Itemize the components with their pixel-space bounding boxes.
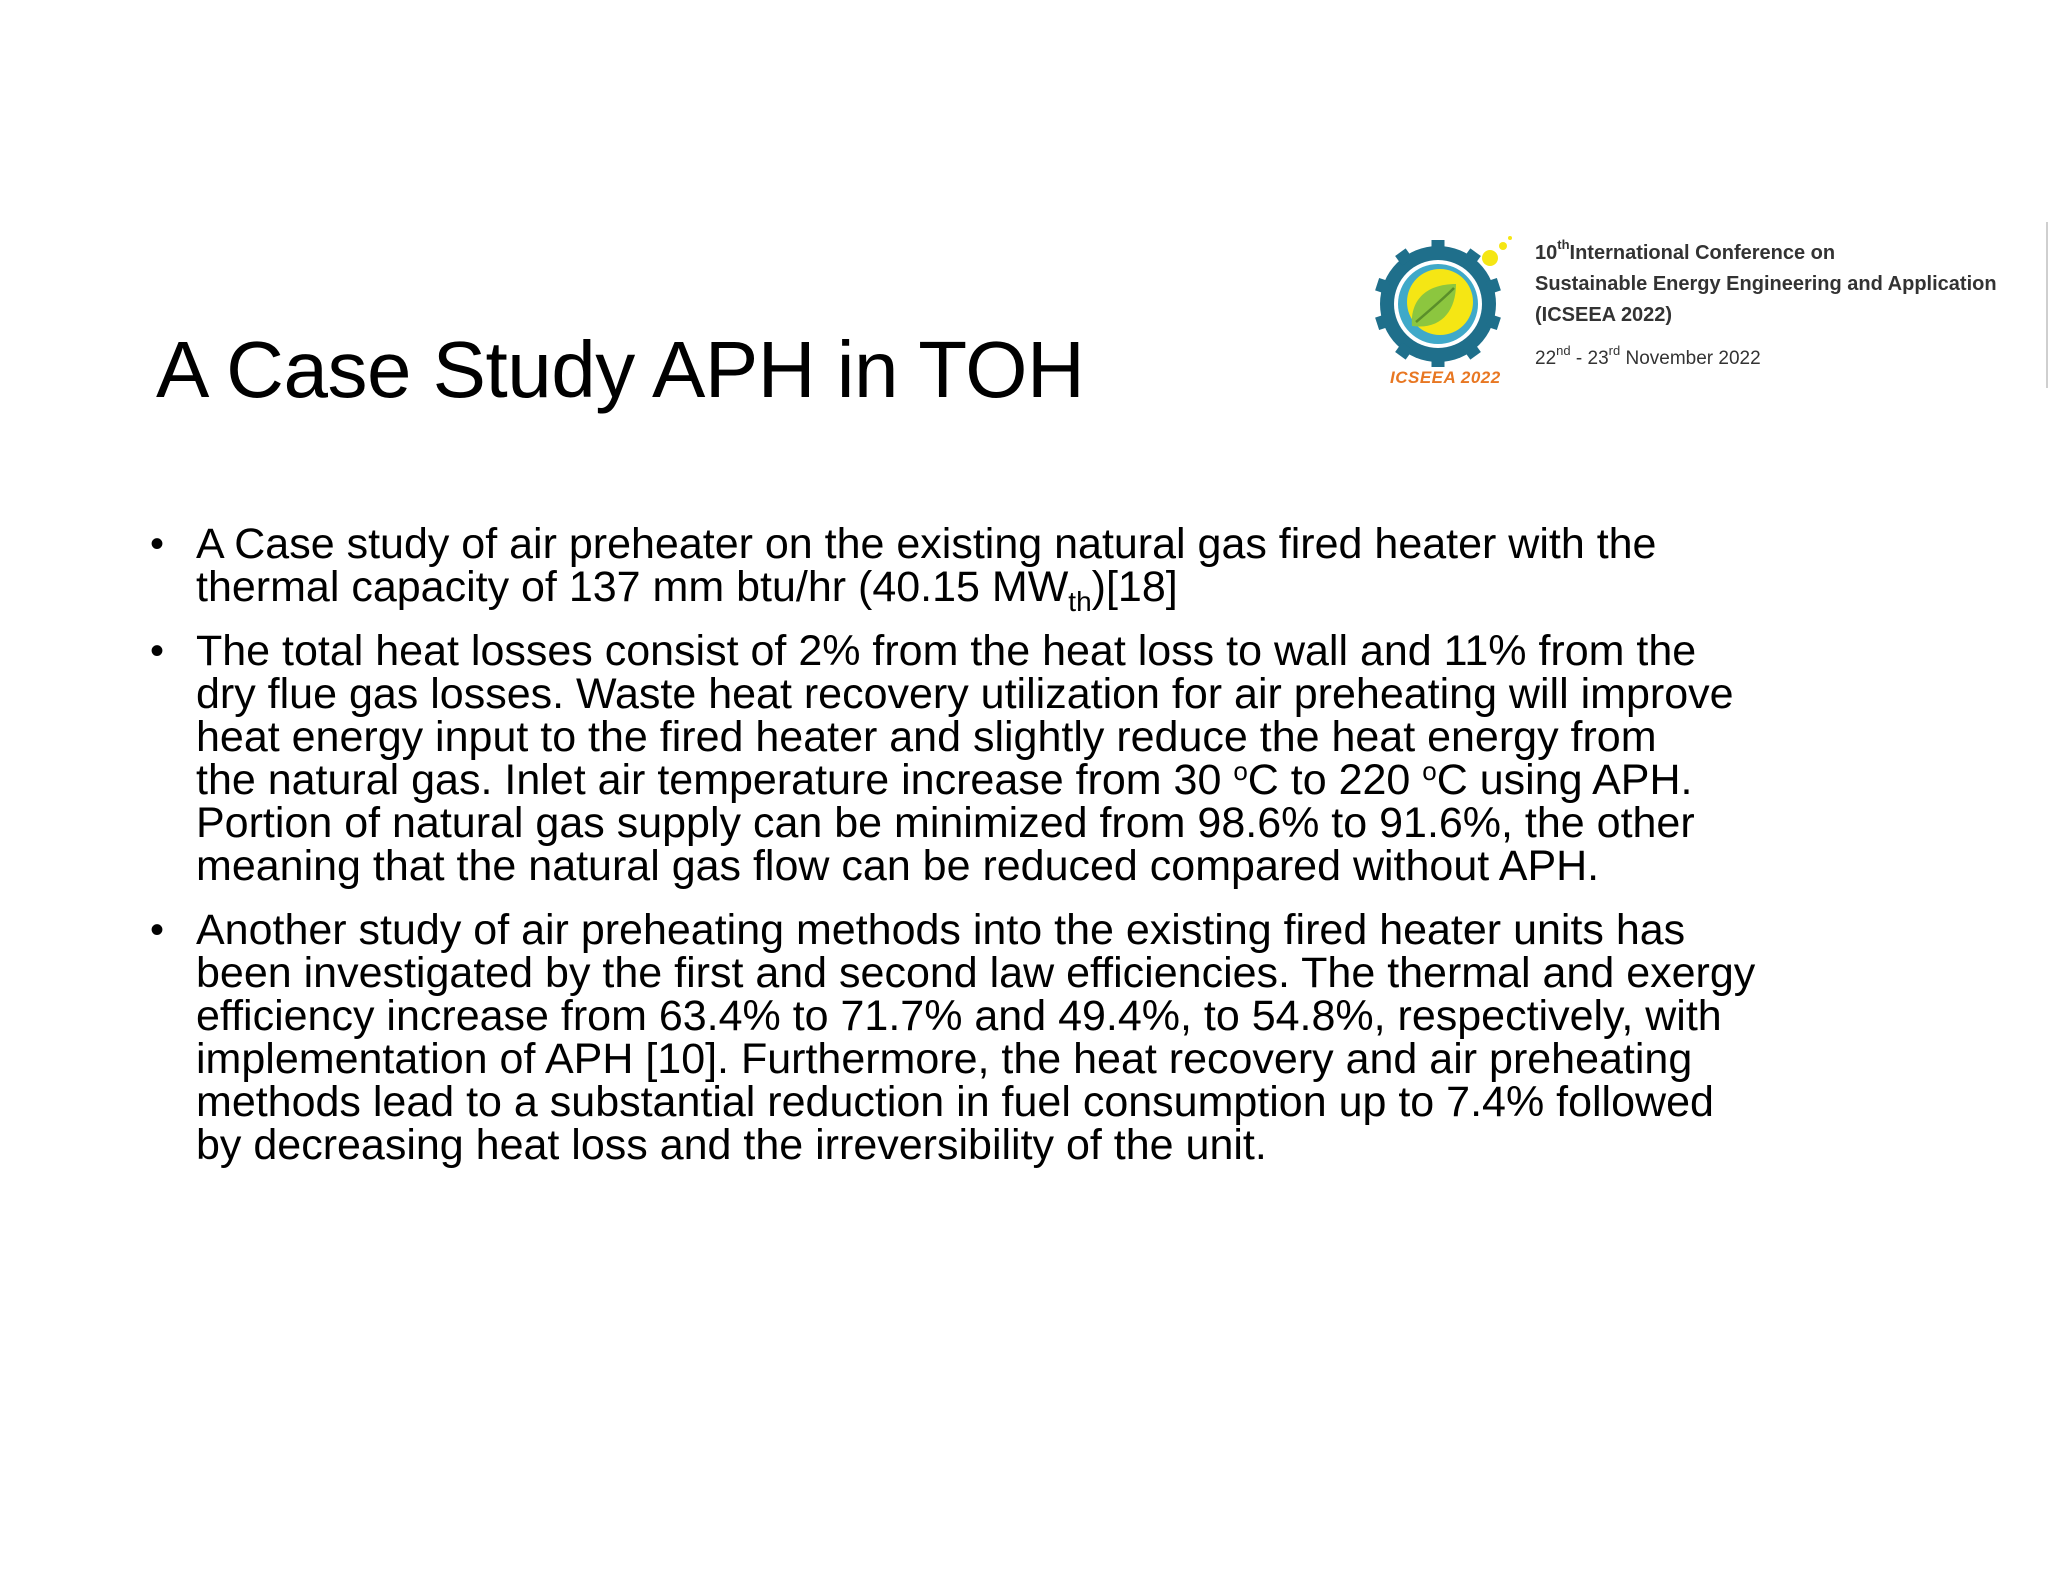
date-day2-suffix: rd <box>1608 342 1621 358</box>
gear-tooth <box>1432 356 1445 367</box>
conference-name-line2: Sustainable Energy Engineering and Application <box>1535 273 1997 295</box>
conference-logo <box>1372 222 1512 388</box>
conference-name-part1: International Conference on <box>1569 242 1836 264</box>
edition-suffix: th <box>1557 237 1570 253</box>
bullet-line: meaning that the natural gas flow can be reduced compared without APH. <box>196 842 1600 890</box>
bullet-text: the natural gas. Inlet air temperature increase from 30 <box>196 756 1234 804</box>
bullet-line <box>196 756 1910 804</box>
bullet-item <box>150 520 1910 617</box>
bullet-icon: • <box>150 908 165 952</box>
bullet-icon: • <box>150 522 165 566</box>
conference-name-line1 <box>1535 238 2045 269</box>
conference-banner <box>1372 222 2048 388</box>
degree-superscript: o <box>1422 756 1437 786</box>
subscript-text: th <box>1068 586 1092 617</box>
degree-superscript: o <box>1233 756 1248 786</box>
bullet-line: by decreasing heat loss and the irreversibility of the unit. <box>196 1121 1267 1169</box>
bullet-line: methods lead to a substantial reduction in fuel consumption up to 7.4% followed <box>196 1078 1714 1126</box>
bullet-line: The total heat losses consist of 2% from the heat loss to wall and 11% from the <box>196 627 1697 675</box>
bullet-list <box>150 520 1910 1188</box>
gear-tooth <box>1432 240 1445 252</box>
bullet-text: )[18] <box>1091 563 1178 611</box>
bullet-line: dry flue gas losses. Waste heat recovery utilization for air preheating will improve <box>196 670 1734 718</box>
date-month-year: November 2022 <box>1620 348 1761 369</box>
date-separator: - <box>1570 348 1588 369</box>
edition-number: 10 <box>1535 242 1558 264</box>
date-day1-suffix: nd <box>1556 342 1571 358</box>
bullet-text: C to 220 <box>1247 756 1423 804</box>
date-day1: 22 <box>1535 348 1557 369</box>
bullet-line: Portion of natural gas supply can be minimized from 98.6% to 91.6%, the other <box>196 799 1695 847</box>
bullet-line <box>196 563 1910 617</box>
bullet-line: been investigated by the first and second law efficiencies. The thermal and exergy <box>196 949 1756 997</box>
bullet-icon: • <box>150 629 165 673</box>
conference-date <box>1535 342 2045 371</box>
gear-leaf-sun-icon <box>1372 222 1512 367</box>
slide-title: A Case Study APH in TOH <box>156 325 1085 414</box>
bullet-text: C using APH. <box>1436 756 1693 804</box>
conference-acronym: (ICSEEA 2022) <box>1535 304 1673 326</box>
bullet-line: implementation of APH [10]. Furthermore, the heat recovery and air preheating <box>196 1035 1693 1083</box>
date-day2: 23 <box>1587 348 1609 369</box>
bullet-line: efficiency increase from 63.4% to 71.7% and 49.4%, to 54.8%, respectively, with <box>196 992 1722 1040</box>
bullet-line: Another study of air preheating methods into the existing fired heater units has <box>196 906 1686 954</box>
conference-info <box>1535 238 2045 371</box>
bullet-text: thermal capacity of 137 mm btu/hr (40.15 MW <box>196 563 1069 611</box>
bullet-item <box>150 627 1910 890</box>
bullet-item <box>150 906 1910 1169</box>
bullet-line: A Case study of air preheater on the existing natural gas fired heater with the <box>196 520 1657 568</box>
bullet-line: heat energy input to the fired heater and slightly reduce the heat energy from <box>196 713 1657 761</box>
logo-text: ICSEEA 2022 <box>1390 368 1501 387</box>
